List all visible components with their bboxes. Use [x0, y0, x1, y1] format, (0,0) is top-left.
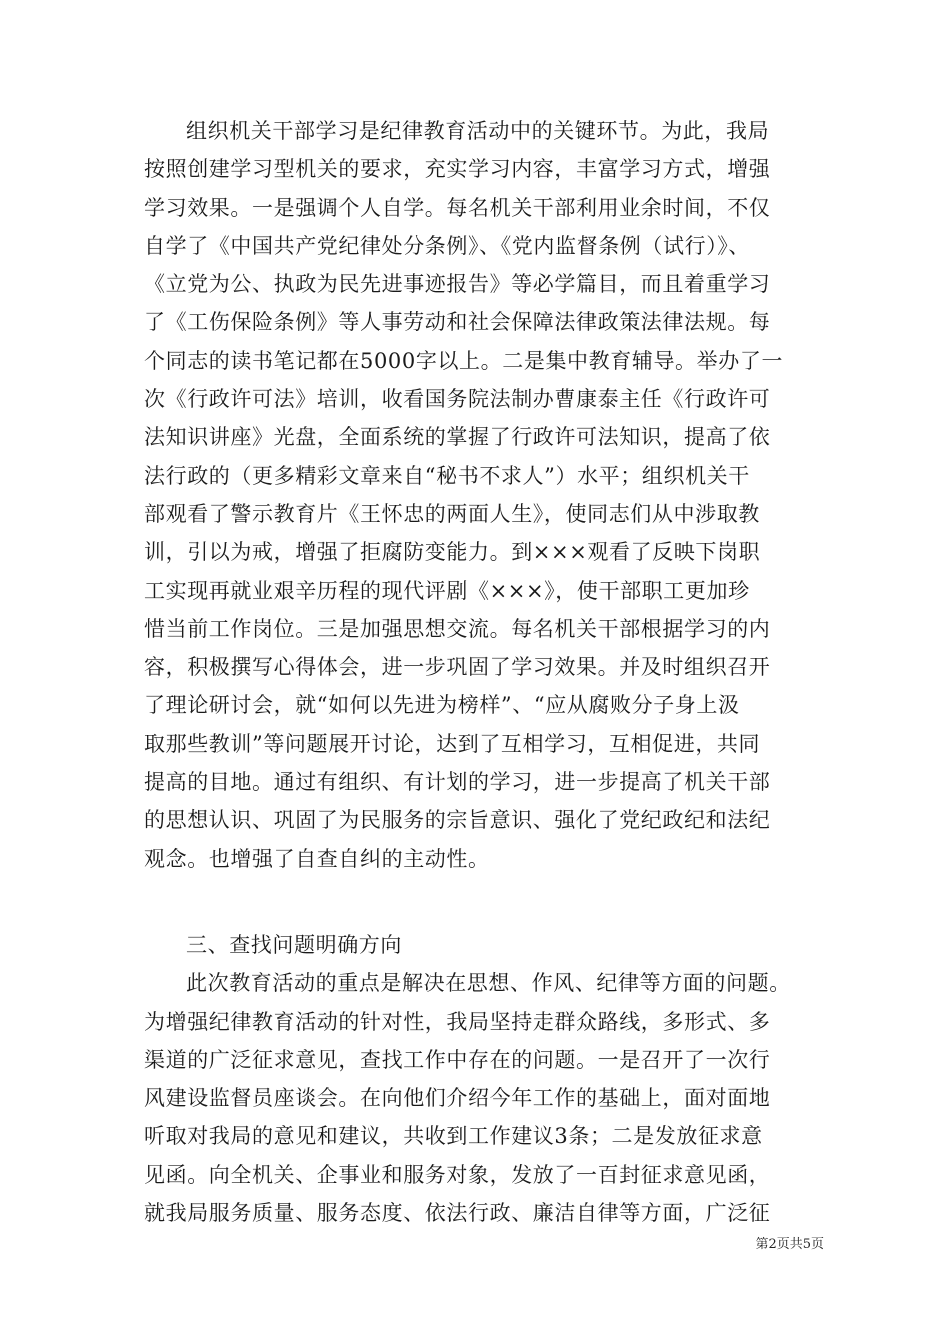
- paragraph-line: 风建设监督员座谈会。在向他们介绍今年工作的基础上，面对面地: [144, 1086, 771, 1111]
- paragraph-learning: [144, 112, 824, 878]
- paragraph-line: 工实现再就业艰辛历程的现代评剧《×××》，使干部职工更加珍: [144, 578, 750, 603]
- paragraph-line: 就我局服务质量、服务态度、依法行政、廉洁自律等方面，广泛征: [144, 1201, 771, 1226]
- paragraph-line: 《立党为公、执政为民先进事迹报告》等必学篇目，而且着重学习: [144, 272, 771, 297]
- paragraph-line: 此次教育活动的重点是解决在思想、作风、纪律等方面的问题。: [186, 971, 791, 996]
- paragraph-line: 提高的目地。通过有组织、有计划的学习，进一步提高了机关干部: [144, 770, 771, 795]
- section-find-problems: [144, 926, 824, 1232]
- paragraph-line: 按照创建学习型机关的要求，充实学习内容，丰富学习方式，增强: [144, 157, 771, 182]
- paragraph-line: 部观看了警示教育片《王怀忠的两面人生》，使同志们从中涉取教: [144, 501, 760, 526]
- paragraph-line: 自学了《中国共产党纪律处分条例》、《党内监督条例（试行）》、: [144, 233, 750, 258]
- paragraph-line: 取那些教训”等问题展开讨论，达到了互相学习，互相促进，共同: [144, 731, 761, 756]
- page-number: 第2页共5页: [755, 1237, 824, 1252]
- paragraph-line: 学习效果。一是强调个人自学。每名机关干部利用业余时间，不仅: [144, 195, 771, 220]
- paragraph-line: 个同志的读书笔记都在5000字以上。二是集中教育辅导。举办了一: [144, 348, 784, 373]
- paragraph-line: 为增强纪律教育活动的针对性，我局坚持走群众路线，多形式、多: [144, 1009, 771, 1034]
- paragraph-line: 组织机关干部学习是纪律教育活动中的关键环节。为此，我局: [186, 119, 770, 143]
- section-heading: 三、查找问题明确方向: [186, 933, 402, 957]
- paragraph-line: 了理论研讨会，就“如何以先进为榜样”、“应从腐败分子身上汲: [144, 693, 740, 718]
- paragraph-line: 听取对我局的意见和建议，共收到工作建议3条；二是发放征求意: [144, 1124, 763, 1149]
- paragraph-line: 渠道的广泛征求意见，查找工作中存在的问题。一是召开了一次行: [144, 1047, 771, 1072]
- paragraph-line: 惜当前工作岗位。三是加强思想交流。每名机关干部根据学习的内: [144, 616, 771, 641]
- paragraph-line: 了《工伤保险条例》等人事劳动和社会保障法律政策法律法规。每: [144, 310, 771, 335]
- paragraph-line: 观念。也增强了自查自纠的主动性。: [144, 846, 490, 871]
- paragraph-line: 容，积极撰写心得体会，进一步巩固了学习效果。并及时组织召开: [144, 655, 771, 680]
- paragraph-line: 见函。向全机关、企事业和服务对象，发放了一百封征求意见函，: [144, 1162, 771, 1187]
- paragraph-line: 法知识讲座》光盘，全面系统的掌握了行政许可法知识，提高了依: [144, 425, 771, 450]
- paragraph-line: 的思想认识、巩固了为民服务的宗旨意识、强化了党纪政纪和法纪: [144, 808, 771, 833]
- paragraph-line: 训，引以为戒，增强了拒腐防变能力。到×××观看了反映下岗职: [144, 540, 761, 565]
- paragraph-line: 法行政的（更多精彩文章来自“秘书不求人”）水平；组织机关干: [144, 463, 750, 488]
- paragraph-line: 次《行政许可法》培训，收看国务院法制办曹康泰主任《行政许可: [144, 387, 771, 412]
